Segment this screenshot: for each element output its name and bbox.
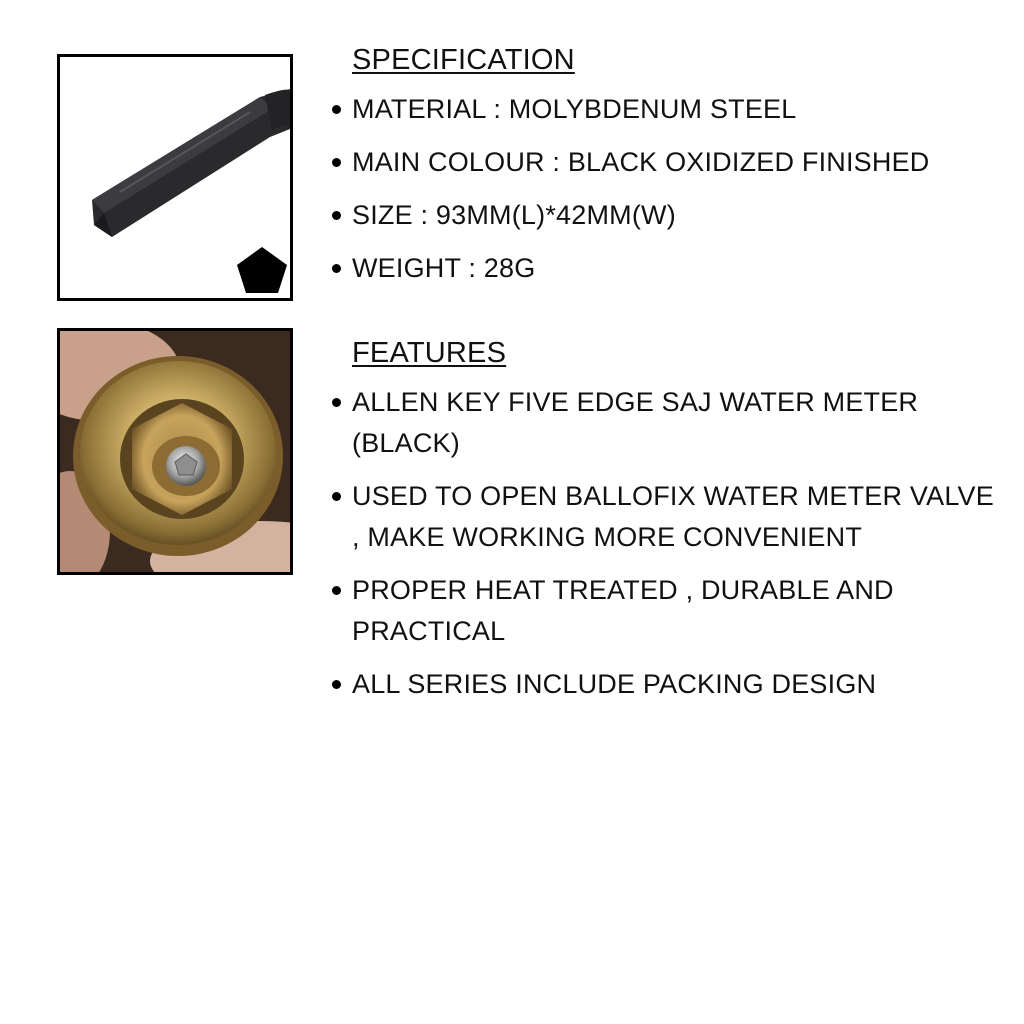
bullet-icon xyxy=(332,158,341,167)
spec-item-colour: MAIN COLOUR : BLACK OXIDIZED FINISHED xyxy=(330,142,1000,183)
bullet-icon xyxy=(332,105,341,114)
bullet-icon xyxy=(332,586,341,595)
feature-item-packing: ALL SERIES INCLUDE PACKING DESIGN xyxy=(330,664,1000,705)
features-heading: FEATURES xyxy=(352,337,507,369)
specification-section xyxy=(330,40,1000,301)
features-section xyxy=(330,333,1000,717)
bullet-icon xyxy=(332,264,341,273)
valve-photo xyxy=(57,328,293,575)
bullet-icon xyxy=(332,211,341,220)
bullet-icon xyxy=(332,680,341,689)
feature-item-usage: USED TO OPEN BALLOFIX WATER METER VALVE , MAKE WORKING MORE CONVENIENT xyxy=(330,476,1000,558)
valve-illustration xyxy=(60,331,290,572)
spec-item-weight: WEIGHT : 28G xyxy=(330,248,1000,289)
bullet-icon xyxy=(332,492,341,501)
feature-item-heat-treated: PROPER HEAT TREATED , DURABLE AND PRACTICAL xyxy=(330,570,1000,652)
spec-item-size: SIZE : 93MM(L)*42MM(W) xyxy=(330,195,1000,236)
feature-item-allen-key: ALLEN KEY FIVE EDGE SAJ WATER METER (BLACK) xyxy=(330,382,1000,464)
features-list xyxy=(330,382,1000,705)
allen-key-illustration xyxy=(60,57,290,298)
bullet-icon xyxy=(332,398,341,407)
allen-key-photo xyxy=(57,54,293,301)
specification-heading: SPECIFICATION xyxy=(352,44,575,76)
spec-item-material: MATERIAL : MOLYBDENUM STEEL xyxy=(330,89,1000,130)
specification-list xyxy=(330,89,1000,289)
